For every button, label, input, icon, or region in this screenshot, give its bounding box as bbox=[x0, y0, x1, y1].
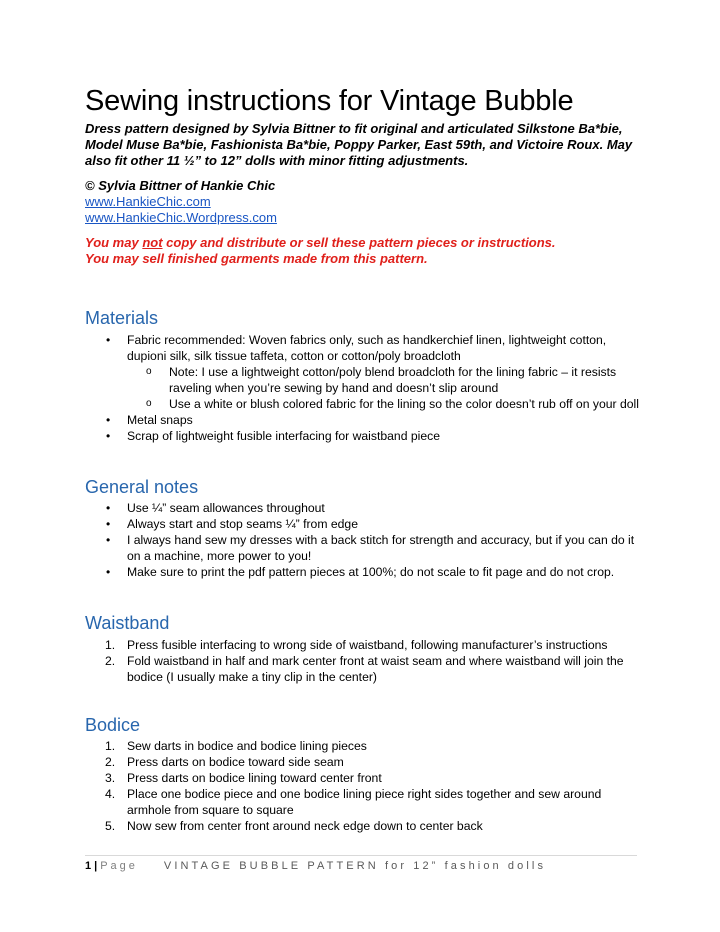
step-number: 4. bbox=[105, 787, 116, 801]
sell-notice: You may sell finished garments made from this pattern. bbox=[85, 251, 428, 266]
bullet-icon: • bbox=[106, 565, 111, 579]
page-label: Page bbox=[100, 860, 138, 872]
step-number: 2. bbox=[105, 654, 116, 668]
list-item bbox=[85, 412, 645, 428]
list-item bbox=[85, 738, 645, 754]
list-item bbox=[85, 653, 645, 685]
page-number: 1 bbox=[85, 860, 92, 872]
list-item-text: Sew darts in bodice and bodice lining pieces bbox=[127, 739, 367, 753]
circle-bullet-icon: o bbox=[146, 398, 152, 409]
warning-not: not bbox=[142, 235, 163, 250]
website-link[interactable]: www.HankieChic.com bbox=[85, 194, 211, 209]
bullet-icon: • bbox=[106, 533, 111, 547]
sub-list-item-text: Note: I use a lightweight cotton/poly blend broadcloth for the lining fabric – it resists raveling when you’re sewing by hand and doesn’t slip around bbox=[169, 365, 617, 395]
sub-list-item-text: Use a white or blush colored fabric for the lining so the color doesn’t rub off on your doll bbox=[169, 397, 639, 411]
bullet-icon: • bbox=[106, 517, 111, 531]
list-item bbox=[85, 564, 645, 580]
list-item-text: Press darts on bodice toward side seam bbox=[127, 755, 344, 769]
step-number: 3. bbox=[105, 771, 116, 785]
list-item bbox=[85, 532, 645, 564]
list-item bbox=[85, 428, 645, 444]
list-item-text: Fabric recommended: Woven fabrics only, such as handkerchief linen, lightweight cotton, dupioni silk, silk tissue taffeta, cotton or cotton/poly broadcloth bbox=[127, 333, 607, 363]
footer-divider bbox=[85, 855, 637, 856]
sub-list-item bbox=[127, 364, 645, 396]
list-item-text: I always hand sew my dresses with a back stitch for strength and accuracy, but if you can do it on a machine, more power to you! bbox=[127, 533, 635, 563]
list-item-text: Place one bodice piece and one bodice lining piece right sides together and sew around armhole from square to square bbox=[127, 787, 602, 817]
list-item bbox=[85, 332, 645, 412]
waistband-steps bbox=[85, 637, 645, 685]
list-item-text: Press fusible interfacing to wrong side of waistband, following manufacturer’s instructions bbox=[127, 638, 608, 652]
footer-separator: | bbox=[94, 860, 98, 872]
list-item-text: Press darts on bodice lining toward center front bbox=[127, 771, 382, 785]
step-number: 1. bbox=[105, 739, 116, 753]
blog-link[interactable]: www.HankieChic.Wordpress.com bbox=[85, 210, 277, 225]
copyright-notice: © Sylvia Bittner of Hankie Chic bbox=[85, 178, 276, 193]
step-number: 5. bbox=[105, 819, 116, 833]
circle-bullet-icon: o bbox=[146, 366, 152, 377]
general-notes-section bbox=[85, 476, 645, 580]
bodice-heading: Bodice bbox=[85, 715, 141, 735]
waistband-section bbox=[85, 612, 645, 685]
list-item-text: Always start and stop seams ¼” from edge bbox=[127, 517, 358, 531]
materials-sublist bbox=[127, 364, 645, 412]
general-notes-list bbox=[85, 500, 645, 580]
list-item bbox=[85, 516, 645, 532]
list-item-text: Use ¼” seam allowances throughout bbox=[127, 501, 325, 515]
list-item-text: Now sew from center front around neck edge down to center back bbox=[127, 819, 483, 833]
bullet-icon: • bbox=[106, 501, 111, 515]
list-item-text: Make sure to print the pdf pattern pieces at 100%; do not scale to fit page and do not crop. bbox=[127, 565, 615, 579]
bodice-section bbox=[85, 714, 645, 834]
general-notes-heading: General notes bbox=[85, 477, 199, 497]
bullet-icon: • bbox=[106, 413, 111, 427]
list-item bbox=[85, 770, 645, 786]
warning-text-pre: You may bbox=[85, 235, 143, 250]
bullet-icon: • bbox=[106, 333, 111, 347]
waistband-heading: Waistband bbox=[85, 613, 170, 633]
bullet-icon: • bbox=[106, 429, 111, 443]
materials-section bbox=[85, 307, 645, 444]
step-number: 2. bbox=[105, 755, 116, 769]
materials-list bbox=[85, 332, 645, 444]
materials-heading: Materials bbox=[85, 308, 159, 328]
list-item bbox=[85, 500, 645, 516]
list-item bbox=[85, 786, 645, 818]
list-item-text: Metal snaps bbox=[127, 413, 193, 427]
document-subtitle: Dress pattern designed by Sylvia Bittner to fit original and articulated Silkstone Ba*bie, Model Muse Ba*bie, Fashionista Ba*bie, Poppy Parker, East 59th, and Victoire Roux. May also fit other 11 ½” to 12” dolls with minor fitting adjustments. bbox=[85, 121, 633, 168]
step-number: 1. bbox=[105, 638, 116, 652]
sub-list-item bbox=[127, 396, 645, 412]
warning-text-post: copy and distribute or sell these pattern pieces or instructions. bbox=[162, 235, 556, 250]
list-item-text: Scrap of lightweight fusible interfacing for waistband piece bbox=[127, 429, 440, 443]
bodice-steps bbox=[85, 738, 645, 834]
list-item-text: Fold waistband in half and mark center front at waist seam and where waistband will join the bodice (I usually make a tiny clip in the center) bbox=[127, 654, 624, 684]
list-item bbox=[85, 754, 645, 770]
running-title: VINTAGE BUBBLE PATTERN for 12” fashion dolls bbox=[163, 860, 547, 872]
page-footer bbox=[85, 858, 546, 874]
copy-warning bbox=[85, 235, 556, 251]
document-title: Sewing instructions for Vintage Bubble bbox=[85, 85, 574, 117]
list-item bbox=[85, 818, 645, 834]
list-item bbox=[85, 637, 645, 653]
